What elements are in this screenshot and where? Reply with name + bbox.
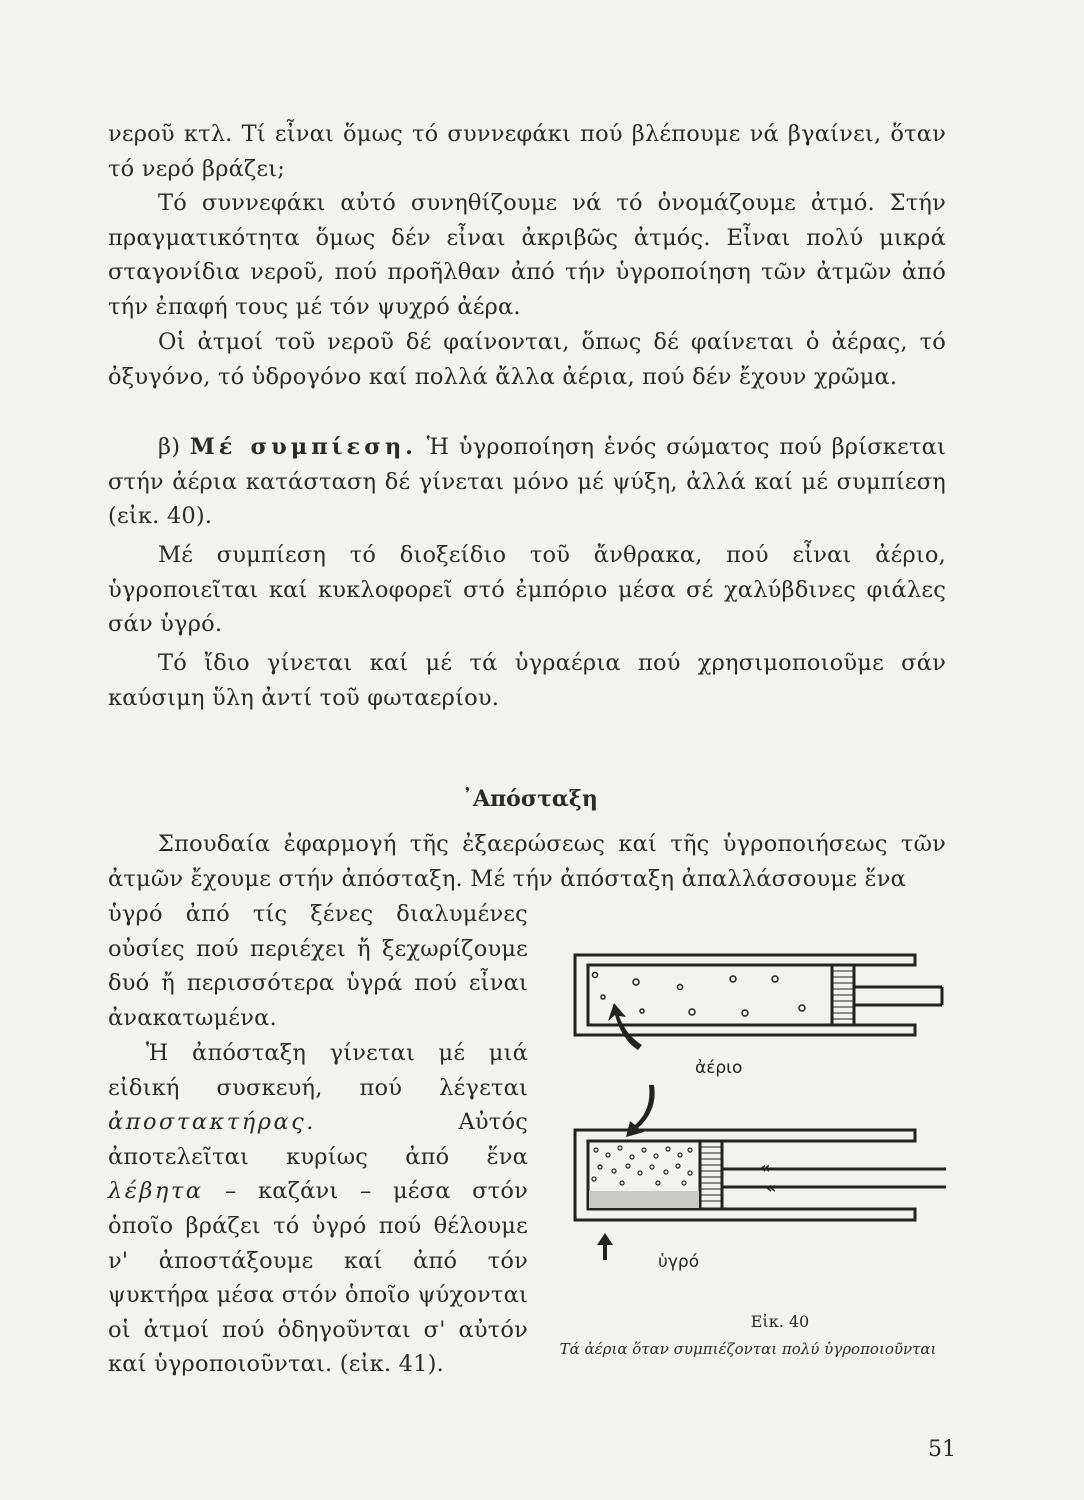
paragraph-1: νεροῦ κτλ. Τί εἶναι ὅμως τό συννεφάκι πού βλέπουμε νά βγαίνει, ὅταν τό νερό βράζει;	[108, 121, 946, 182]
liquid-arrow-icon	[597, 1233, 613, 1260]
section-title-compression: Μέ συμπίεση.	[189, 434, 418, 460]
paragraph-6: Τό ἴδιο γίνεται καί μέ τά ὑγραέρια πού χρησιμοποιοῦμε σάν καύσιμη ὕλη ἀντί τοῦ φωταερίου.	[108, 650, 946, 711]
paragraph-8	[108, 1036, 528, 1382]
figure-caption-number: Εἰκ. 40	[750, 1312, 810, 1331]
figure-compression-diagram	[570, 945, 950, 1285]
term-boiler: λέβητα	[108, 1178, 204, 1205]
label-liquid: ὑγρό	[658, 1252, 700, 1272]
paragraph-3: Οἱ ἀτμοί τοῦ νεροῦ δέ φαίνονται, ὅπως δέ φαίνεται ὁ ἀέρας, τό ὀξυγόνο, τό ὑδρογόνο καί πολλά ἄλλα ἀέρια, πού δέν ἔχουν χρῶμα.	[108, 329, 946, 390]
section-label: β)	[158, 434, 181, 460]
liquid-layer	[589, 1191, 699, 1208]
push-arrow-bottom-icon: «	[766, 1178, 777, 1197]
cylinder-gas	[575, 955, 942, 1035]
term-distiller: ἀποστακτήρας.	[108, 1109, 316, 1136]
piston-lines-gas	[833, 971, 853, 1019]
label-gas: ἀέριο	[695, 1058, 743, 1078]
paragraph-2: Τό συννεφάκι αὐτό συνηθίζουμε νά τό ὀνομάζουμε ἀτμό. Στήν πραγματικότητα ὅμως δέν εἶναι ἀκριβῶς ἀτμός. Εἶναι πολύ μικρά σταγονίδια νεροῦ, πού προῆλθαν ἀπό τήν ὑγροποίηση τῶν ἀτμῶν ἀπό τήν ἐπαφή τους μέ τόν ψυχρό ἀέρα.	[108, 190, 946, 320]
paragraph-4	[108, 430, 946, 534]
figure-caption-text: Τά ἀέρια ὅταν συμπιέζονται πολύ ὑγροποιοῦνται	[559, 1340, 937, 1358]
paragraph-8-part-c: – καζάνι – μέσα στόν ὁποῖο βράζει τό ὑγρό πού θέλουμε ν' ἀποστάξουμε καί ἀπό τόν ψυκτήρα μέσα στόν ὁποῖο ψύχονται οἱ ἀτμοί πού ὁδηγοῦνται σ' αὐτόν καί ὑγροποιοῦνται. (εἰκ. 41).	[108, 1178, 528, 1378]
paragraph-7-continued: ὑγρό ἀπό τίς ξένες διαλυμένες οὐσίες πού περιέχει ἤ ξεχωρίζουμε δυό ἤ περισσότερα ὑγρά πού εἶναι ἀνακατωμένα.	[108, 901, 528, 1031]
paragraph-8-part-a: Ἡ ἀπόσταξη γίνεται μέ μιά εἰδική συσκευή, πού λέγεται	[108, 1040, 528, 1101]
paragraph-8-part-b: Αὐτός ἀποτελεῖται κυρίως ἀπό ἕνα	[108, 1109, 528, 1170]
paragraph-5: Μέ συμπίεση τό διοξείδιο τοῦ ἄνθρακα, πού εἶναι ἀέριο, ὑγροποιεῖται καί κυκλοφορεῖ στό ἐμπόριο μέσα σέ χαλύβδινες φιάλες σάν ὑγρό.	[108, 542, 946, 638]
paragraph-4-text: Ἡ ὑγροποίηση ἑνός σώματος πού βρίσκεται στήν ἀέρια κατάσταση δέ γίνεται μόνο μέ ψύξη, ἀλλά καί μέ συμπίεση (εἰκ. 40).	[108, 434, 946, 530]
compressed-molecules	[592, 1146, 692, 1185]
push-arrow-top-icon: «	[760, 1158, 771, 1177]
section-heading-distillation: ᾿Απόσταξη	[462, 786, 598, 812]
paragraph-7: Σπουδαία ἐφαρμογή τῆς ἐξαερώσεως καί τῆς ὑγροποιήσεως τῶν ἀτμῶν ἔχουμε στήν ἀπόσταξη. Μέ τήν ἀπόσταξη ἀπαλλάσσουμε ἕνα	[108, 831, 946, 892]
piston-lines-liquid	[701, 1147, 721, 1201]
page-number: 51	[928, 1437, 956, 1462]
gas-molecules	[593, 973, 806, 1017]
